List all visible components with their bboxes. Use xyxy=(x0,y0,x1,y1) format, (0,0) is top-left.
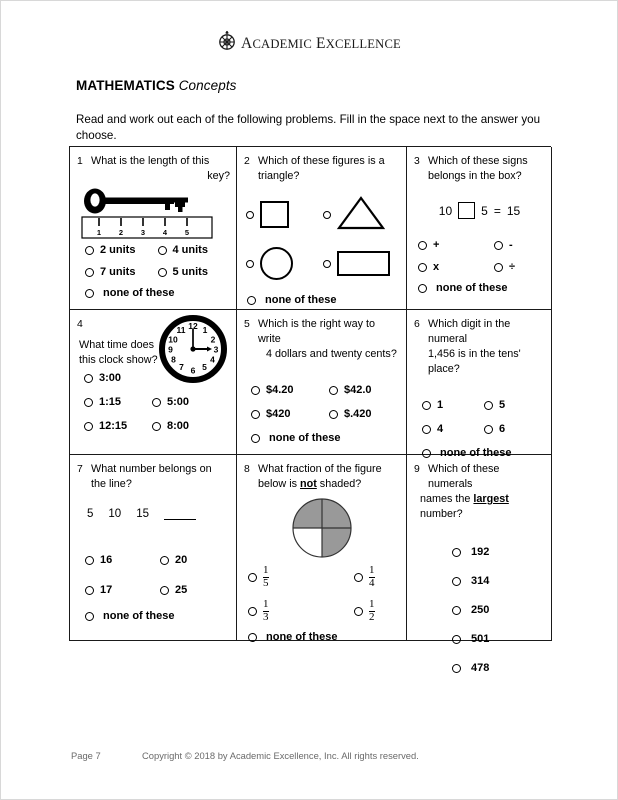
fraction-denominator: 3 xyxy=(263,610,269,623)
svg-text:4: 4 xyxy=(162,228,168,237)
compass-emblem-icon xyxy=(217,30,237,57)
question-8-line2-pre: below is xyxy=(258,478,301,490)
option-9-d[interactable] xyxy=(452,633,545,645)
question-8-line2-post: shaded? xyxy=(316,478,362,490)
option-5-d[interactable] xyxy=(329,408,400,420)
option-9-b[interactable] xyxy=(452,575,545,587)
option-6-c[interactable] xyxy=(422,423,484,435)
question-cell-1 xyxy=(70,147,237,310)
option-7-none-label: none of these xyxy=(103,610,175,622)
key-and-ruler-figure xyxy=(79,188,230,242)
quartered-circle-figure xyxy=(244,497,400,559)
option-6-b[interactable] xyxy=(484,399,545,411)
option-3-none[interactable] xyxy=(418,282,545,294)
question-7-number: 7 xyxy=(77,464,83,475)
option-1-b-label: 4 units xyxy=(172,244,208,256)
option-1-d[interactable] xyxy=(158,266,231,278)
option-1-c[interactable] xyxy=(85,266,158,278)
question-1-line2: key? xyxy=(207,170,230,182)
radio-bubble-icon[interactable] xyxy=(85,268,94,277)
question-5-line1: Which is the right way to write xyxy=(258,318,376,345)
svg-text:3: 3 xyxy=(140,228,146,237)
question-cell-2 xyxy=(237,147,407,310)
question-9-line2-post: number? xyxy=(420,508,463,520)
question-7-sequence xyxy=(87,508,230,520)
radio-bubble-icon[interactable] xyxy=(354,573,363,582)
question-2-options xyxy=(246,196,400,280)
fraction-numerator: 1 xyxy=(263,564,269,576)
question-3-text xyxy=(428,154,545,184)
question-cell-5 xyxy=(237,310,407,455)
svg-text:5: 5 xyxy=(202,362,207,372)
question-1-text xyxy=(91,154,230,184)
square-shape-icon xyxy=(260,201,289,228)
option-5-a[interactable] xyxy=(251,384,329,396)
option-3-none-label: none of these xyxy=(436,282,508,294)
question-3-line2: belongs in the box? xyxy=(428,170,522,182)
question-3-number: 3 xyxy=(414,156,420,167)
option-5-none[interactable] xyxy=(251,432,400,444)
fraction-numerator: 1 xyxy=(369,564,375,576)
option-6-c-label: 4 xyxy=(437,423,444,435)
circle-shape-icon xyxy=(260,247,293,280)
radio-bubble-icon[interactable] xyxy=(418,241,427,250)
svg-text:8: 8 xyxy=(171,354,176,365)
question-3-options xyxy=(418,239,545,273)
option-7-c-label: 17 xyxy=(100,584,113,596)
equation-answer-box[interactable] xyxy=(458,202,475,219)
sequence-term-3: 15 xyxy=(136,508,149,520)
option-1-c-label: 7 units xyxy=(100,266,136,278)
radio-bubble-icon[interactable] xyxy=(251,434,260,443)
svg-text:7: 7 xyxy=(179,362,184,372)
question-4-number: 4 xyxy=(77,319,83,330)
question-6-options xyxy=(422,399,545,435)
radio-bubble-icon[interactable] xyxy=(85,586,94,595)
subject-label: MATHEMATICS xyxy=(76,78,175,93)
radio-bubble-icon[interactable] xyxy=(422,401,431,410)
option-6-b-label: 5 xyxy=(499,399,506,411)
question-2-line1: Which of these figures is a xyxy=(258,155,385,167)
fraction-denominator: 4 xyxy=(369,576,375,589)
sequence-blank[interactable] xyxy=(164,509,196,520)
question-9-line2-pre: names the xyxy=(420,493,474,505)
radio-bubble-icon[interactable] xyxy=(251,410,260,419)
question-8-options xyxy=(248,565,400,623)
radio-bubble-icon[interactable] xyxy=(248,573,257,582)
radio-bubble-icon[interactable] xyxy=(246,260,254,268)
svg-text:11: 11 xyxy=(176,325,186,335)
option-4-a-label: 3:00 xyxy=(99,372,122,384)
radio-bubble-icon[interactable] xyxy=(248,633,257,642)
radio-bubble-icon[interactable] xyxy=(251,386,260,395)
fraction-one-fifth xyxy=(263,565,269,589)
question-cell-9 xyxy=(407,455,552,674)
question-cell-4 xyxy=(70,310,237,455)
radio-bubble-icon[interactable] xyxy=(354,607,363,616)
svg-text:12: 12 xyxy=(188,321,198,331)
question-6-line1: Which digit in the numeral xyxy=(428,318,511,345)
option-2-none-label: none of these xyxy=(265,294,337,306)
option-7-b-label: 20 xyxy=(175,554,188,566)
option-4-c[interactable] xyxy=(152,396,189,408)
option-9-e[interactable] xyxy=(452,662,545,674)
svg-text:3: 3 xyxy=(213,344,219,355)
question-7-stem xyxy=(77,462,230,492)
radio-bubble-icon[interactable] xyxy=(246,211,254,219)
question-6-line2: 1,456 is in the tens' place? xyxy=(428,348,521,375)
option-1-none[interactable] xyxy=(85,287,230,299)
question-7-text xyxy=(91,462,230,492)
option-8-none-label: none of these xyxy=(266,631,338,644)
question-cell-7 xyxy=(70,455,237,641)
directions-text: Read and work out each of the following problems. Fill in the space next to the answer you choose. xyxy=(76,113,541,142)
option-7-a[interactable] xyxy=(85,554,160,566)
page-number: Page 7 xyxy=(71,750,101,761)
question-9-stem xyxy=(414,462,545,522)
question-6-text xyxy=(428,317,545,377)
option-5-d-label: $.420 xyxy=(344,408,372,420)
question-2-line2: triangle? xyxy=(258,170,300,182)
option-2-rectangle[interactable] xyxy=(323,251,400,276)
option-9-c[interactable] xyxy=(452,604,545,616)
radio-bubble-icon[interactable] xyxy=(452,548,461,557)
radio-bubble-icon[interactable] xyxy=(452,635,461,644)
option-8-d[interactable] xyxy=(354,599,400,623)
option-6-none-label: none of these xyxy=(440,447,512,459)
question-4-line1: What time does xyxy=(79,339,155,351)
question-9-options xyxy=(452,546,545,674)
option-3-divide[interactable] xyxy=(494,261,545,273)
brand-name xyxy=(241,35,401,53)
radio-bubble-icon[interactable] xyxy=(452,577,461,586)
option-4-c-label: 5:00 xyxy=(167,396,190,408)
question-2-stem xyxy=(244,154,400,184)
question-3-stem xyxy=(414,154,545,184)
rectangle-shape-icon xyxy=(337,251,390,276)
option-3-divide-label: ÷ xyxy=(509,261,516,273)
question-7-options xyxy=(85,554,230,596)
radio-bubble-icon[interactable] xyxy=(494,263,503,272)
question-3-equation xyxy=(414,202,545,219)
option-5-c-label: $420 xyxy=(266,408,291,420)
brand-academic-rest: CADEMIC xyxy=(252,36,312,51)
question-5-number: 5 xyxy=(244,319,250,330)
option-6-a[interactable] xyxy=(422,399,484,411)
option-6-d[interactable] xyxy=(484,423,545,435)
question-5-line2: 4 dollars and twenty cents? xyxy=(266,348,397,360)
svg-text:9: 9 xyxy=(168,344,173,355)
option-3-times[interactable] xyxy=(418,261,480,273)
question-9-line1: Which of these numerals xyxy=(428,463,500,490)
option-9-d-label: 501 xyxy=(471,633,490,645)
svg-text:10: 10 xyxy=(168,334,178,345)
question-8-stem xyxy=(244,462,400,492)
option-9-a-label: 192 xyxy=(471,546,490,558)
option-5-c[interactable] xyxy=(251,408,329,420)
fraction-one-third xyxy=(263,599,269,623)
option-7-b[interactable] xyxy=(160,554,230,566)
question-8-emphasis: not xyxy=(300,478,317,490)
option-4-a[interactable] xyxy=(84,372,189,384)
equation-left-operand: 10 xyxy=(438,203,453,218)
fraction-numerator: 1 xyxy=(369,598,375,611)
svg-text:4: 4 xyxy=(210,354,215,365)
equation-equals-sign: = xyxy=(493,203,501,218)
sequence-term-1: 5 xyxy=(87,508,94,520)
question-cell-6 xyxy=(407,310,552,459)
equation-right-operand: 5 xyxy=(481,203,488,218)
option-1-a[interactable] xyxy=(85,244,158,256)
question-6-number: 6 xyxy=(414,319,420,330)
radio-bubble-icon[interactable] xyxy=(84,398,93,407)
brand-excellence-rest: XCELLENCE xyxy=(325,36,401,51)
radio-bubble-icon[interactable] xyxy=(247,296,256,305)
option-4-e-label: 8:00 xyxy=(167,420,190,432)
option-3-plus[interactable] xyxy=(418,239,480,251)
option-4-e[interactable] xyxy=(152,420,189,432)
option-8-a[interactable] xyxy=(248,565,332,589)
radio-bubble-icon[interactable] xyxy=(85,612,94,621)
fraction-one-half xyxy=(369,599,375,623)
question-9-emphasis: largest xyxy=(473,493,509,505)
section-label: Concepts xyxy=(178,78,237,93)
option-2-none[interactable] xyxy=(247,294,400,306)
radio-bubble-icon[interactable] xyxy=(158,268,167,277)
svg-text:2: 2 xyxy=(210,334,216,345)
option-7-none[interactable] xyxy=(85,610,230,622)
option-1-b[interactable] xyxy=(158,244,231,256)
question-2-number: 2 xyxy=(244,156,250,167)
sequence-term-2: 10 xyxy=(108,508,122,520)
svg-text:1: 1 xyxy=(202,325,208,335)
triangle-shape-icon xyxy=(337,196,385,233)
fraction-numerator: 1 xyxy=(263,598,269,611)
question-5-stem xyxy=(244,317,400,362)
radio-bubble-icon[interactable] xyxy=(158,246,167,255)
question-8-text xyxy=(258,462,400,492)
option-3-minus[interactable] xyxy=(494,239,545,251)
question-9-text xyxy=(420,462,545,522)
option-3-times-label: x xyxy=(433,261,440,273)
brand-excellence-cap: E xyxy=(316,34,326,52)
question-5-text xyxy=(258,317,400,362)
question-7-line2: the line? xyxy=(91,478,132,490)
radio-bubble-icon[interactable] xyxy=(85,289,94,298)
option-9-b-label: 314 xyxy=(471,575,490,587)
radio-bubble-icon[interactable] xyxy=(85,556,94,565)
option-2-square[interactable] xyxy=(246,201,323,228)
radio-bubble-icon[interactable] xyxy=(84,422,93,431)
question-8-line1: What fraction of the figure xyxy=(258,463,382,475)
option-2-circle[interactable] xyxy=(246,247,323,280)
radio-bubble-icon[interactable] xyxy=(484,425,493,434)
question-7-line1: What number belongs on xyxy=(91,463,212,475)
fraction-denominator: 2 xyxy=(369,610,375,623)
question-9-number: 9 xyxy=(414,464,420,475)
svg-text:6: 6 xyxy=(190,365,196,376)
option-7-a-label: 16 xyxy=(100,554,113,566)
svg-text:2: 2 xyxy=(118,228,124,237)
radio-bubble-icon[interactable] xyxy=(494,241,503,250)
fraction-one-fourth xyxy=(369,565,375,589)
option-6-d-label: 6 xyxy=(499,423,506,435)
radio-bubble-icon[interactable] xyxy=(152,398,161,407)
question-4-options xyxy=(84,372,189,432)
radio-bubble-icon[interactable] xyxy=(323,211,331,219)
radio-bubble-icon[interactable] xyxy=(484,401,493,410)
option-9-e-label: 478 xyxy=(471,662,490,674)
radio-bubble-icon[interactable] xyxy=(329,386,338,395)
option-1-none-label: none of these xyxy=(103,287,175,299)
option-3-minus-label: - xyxy=(509,239,513,251)
svg-text:5: 5 xyxy=(184,228,190,237)
question-1-number: 1 xyxy=(77,156,83,167)
radio-bubble-icon[interactable] xyxy=(452,606,461,615)
option-4-d[interactable] xyxy=(84,420,152,432)
option-8-c[interactable] xyxy=(248,599,332,623)
question-3-line1: Which of these signs xyxy=(428,155,528,167)
radio-bubble-icon[interactable] xyxy=(329,410,338,419)
question-6-stem xyxy=(414,317,545,377)
option-7-c[interactable] xyxy=(85,584,160,596)
option-3-plus-label: + xyxy=(433,239,440,251)
radio-bubble-icon[interactable] xyxy=(85,246,94,255)
radio-bubble-icon[interactable] xyxy=(248,607,257,616)
option-1-d-label: 5 units xyxy=(172,266,208,278)
brand-masthead xyxy=(0,30,618,57)
radio-bubble-icon[interactable] xyxy=(418,263,427,272)
radio-bubble-icon[interactable] xyxy=(84,374,93,383)
option-2-triangle[interactable] xyxy=(323,196,400,233)
radio-bubble-icon[interactable] xyxy=(418,284,427,293)
radio-bubble-icon[interactable] xyxy=(160,586,169,595)
radio-bubble-icon[interactable] xyxy=(452,664,461,673)
option-4-b-label: 1:15 xyxy=(99,396,122,408)
brand-academic-cap: A xyxy=(241,34,253,52)
copyright-notice: Copyright © 2018 by Academic Excellence, Inc. All rights reserved. xyxy=(142,750,419,761)
question-8-number: 8 xyxy=(244,464,250,475)
question-cell-8 xyxy=(237,455,407,644)
option-9-a[interactable] xyxy=(452,546,545,558)
question-5-options xyxy=(251,384,400,420)
page-title xyxy=(76,78,237,93)
question-grid xyxy=(69,146,551,674)
option-7-d-label: 25 xyxy=(175,584,188,596)
option-9-c-label: 250 xyxy=(471,604,490,616)
option-4-d-label: 12:15 xyxy=(99,420,128,432)
question-1-line1: What is the length of this xyxy=(91,155,210,167)
option-5-b-label: $42.0 xyxy=(344,384,372,396)
radio-bubble-icon[interactable] xyxy=(152,422,161,431)
question-1-stem xyxy=(77,154,230,184)
question-9-line2 xyxy=(420,492,545,522)
option-7-d[interactable] xyxy=(160,584,230,596)
radio-bubble-icon[interactable] xyxy=(323,260,331,268)
option-5-b[interactable] xyxy=(329,384,400,396)
equation-result: 15 xyxy=(506,203,521,218)
svg-text:1: 1 xyxy=(96,228,102,237)
radio-bubble-icon[interactable] xyxy=(160,556,169,565)
option-1-a-label: 2 units xyxy=(100,244,136,256)
option-5-none-label: none of these xyxy=(269,432,341,444)
option-5-a-label: $4.20 xyxy=(266,384,294,396)
radio-bubble-icon[interactable] xyxy=(422,425,431,434)
option-8-b[interactable] xyxy=(354,565,400,589)
question-8-line2 xyxy=(258,477,400,492)
fraction-denominator: 5 xyxy=(263,576,269,589)
option-6-a-label: 1 xyxy=(437,399,444,411)
question-cell-3 xyxy=(407,147,552,310)
option-4-b[interactable] xyxy=(84,396,152,408)
question-1-options xyxy=(85,244,230,278)
question-4-line2: this clock show? xyxy=(79,354,158,366)
option-8-none[interactable] xyxy=(248,631,400,643)
question-2-text xyxy=(258,154,400,184)
